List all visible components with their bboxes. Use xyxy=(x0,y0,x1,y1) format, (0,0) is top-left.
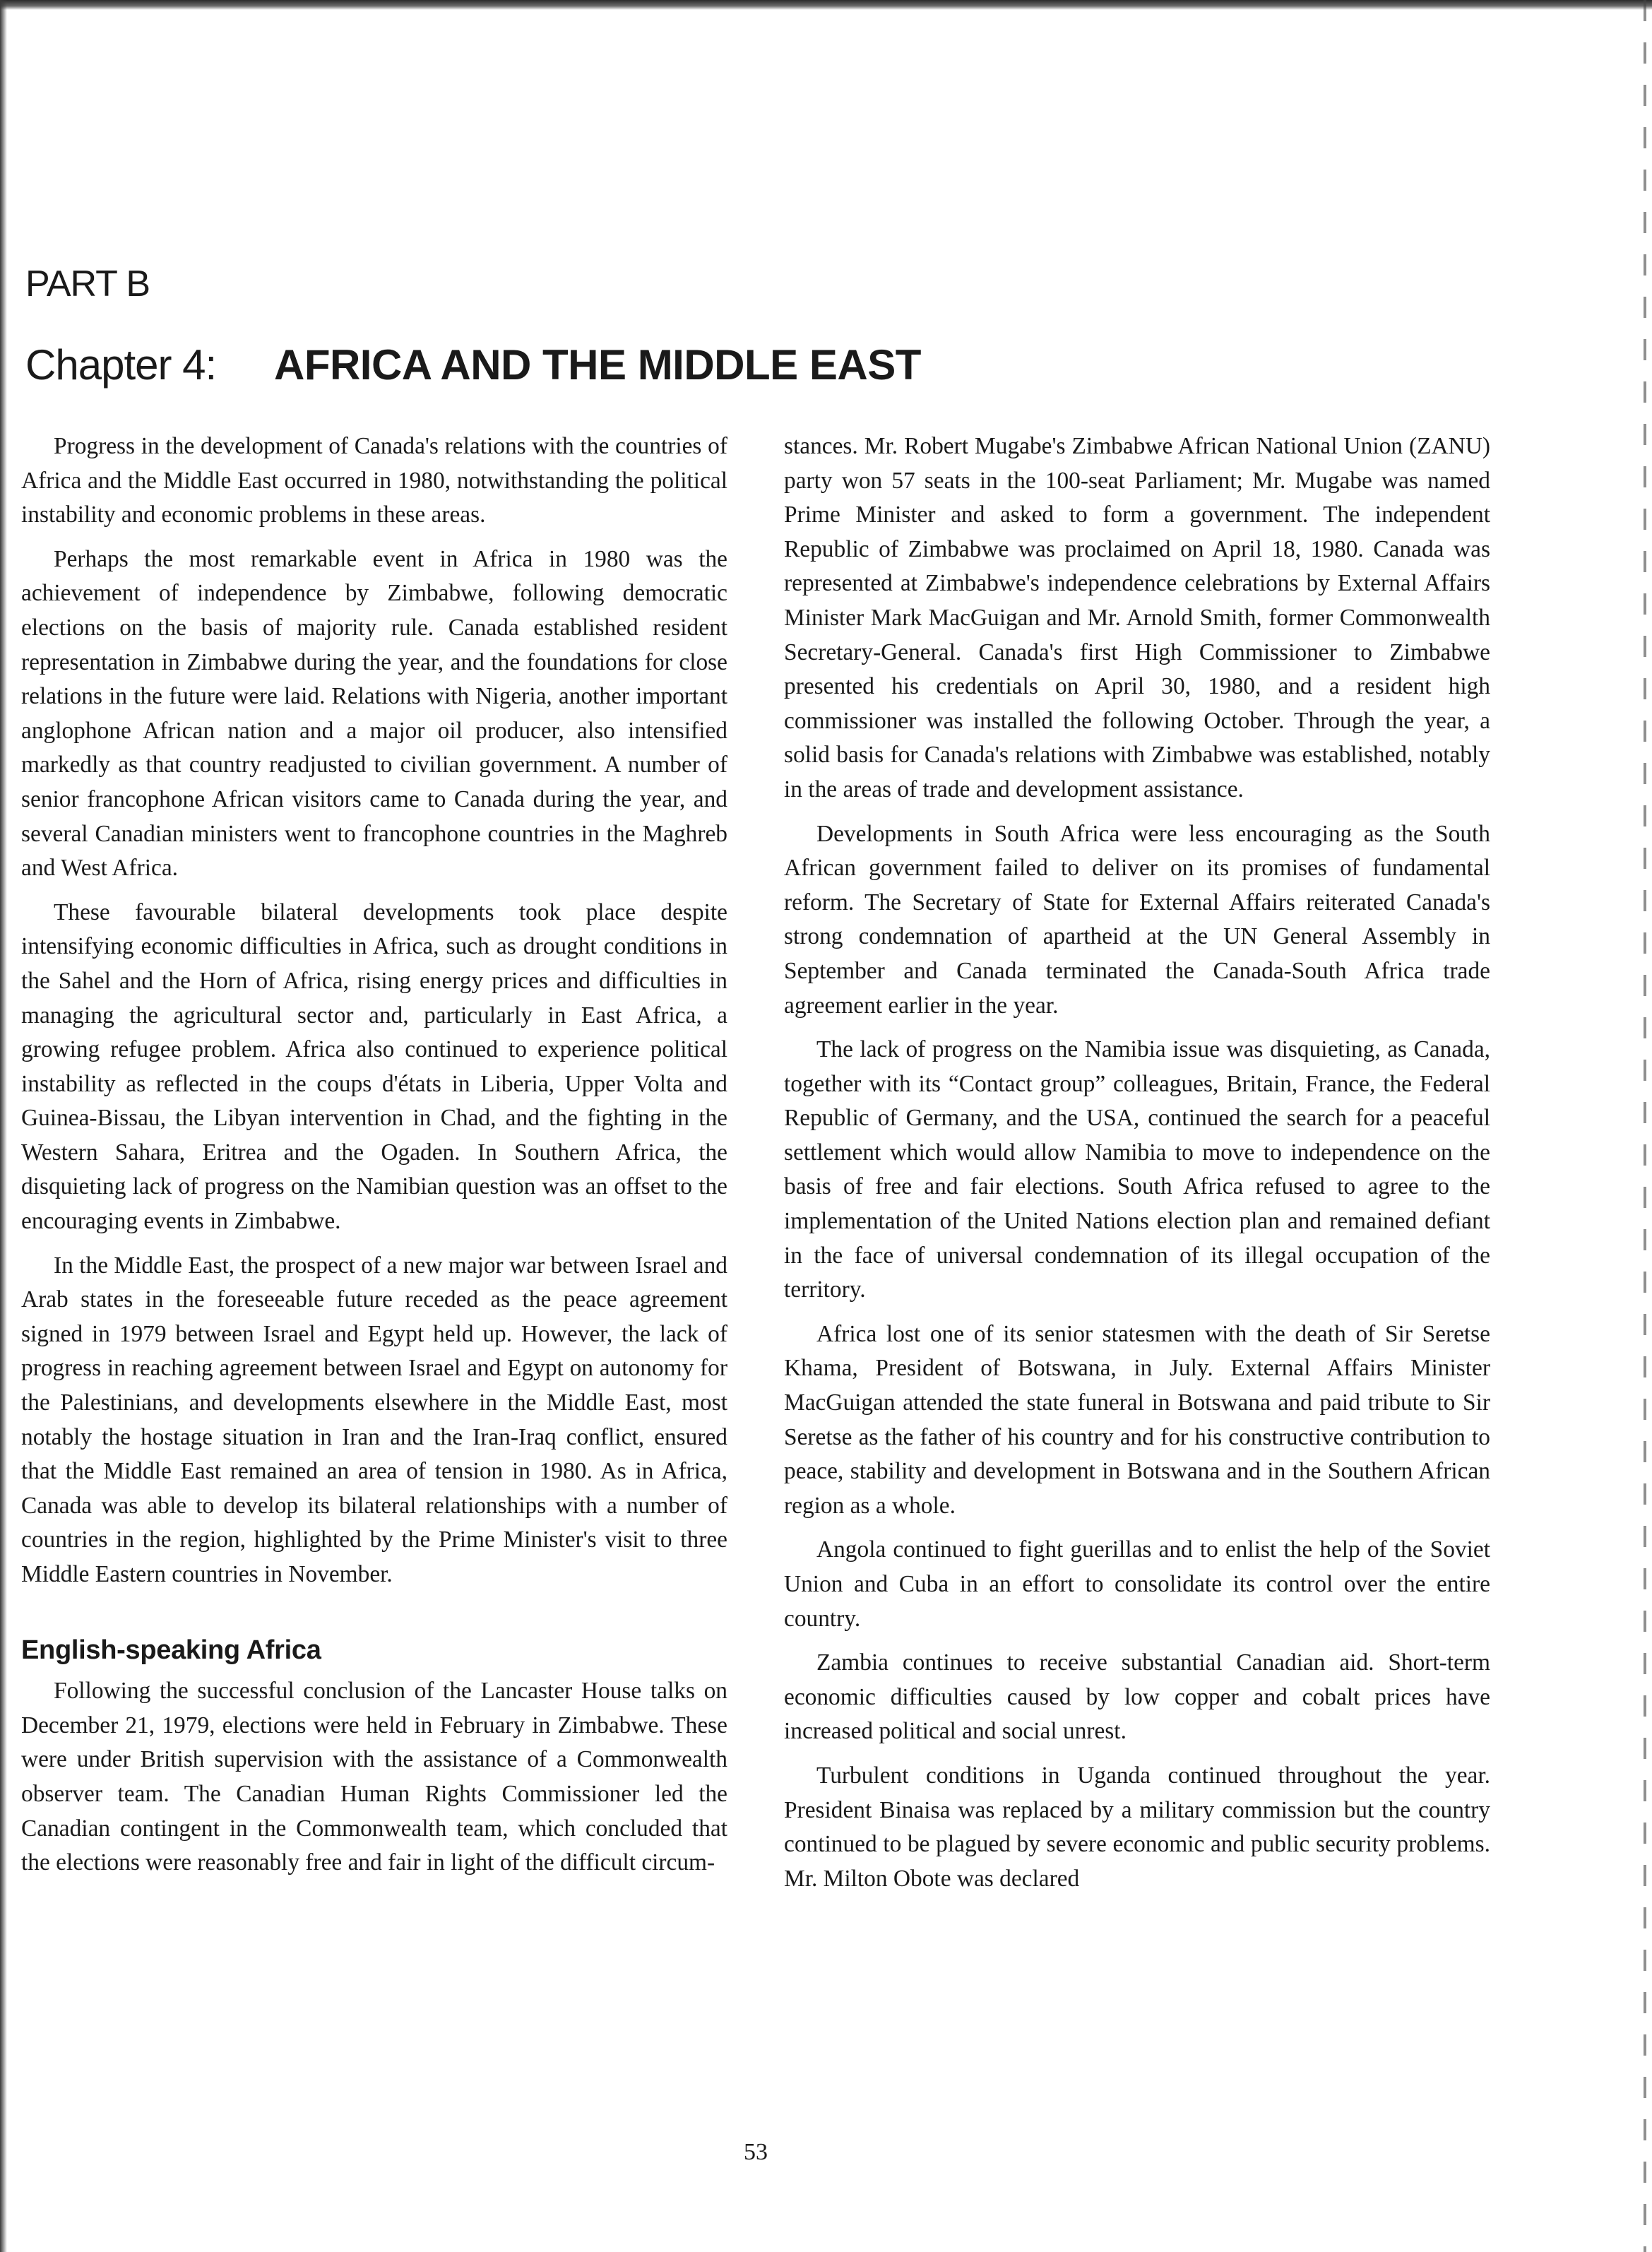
paragraph: Perhaps the most remarkable event in Africa in 1980 was the achievement of independence by Zimbabwe, following democratic elections on the basis of majority rule. Canada established resident representation in Zimbabwe during the year, and the foundations for close relations in the future were laid. Relations with Nigeria, another important anglophone African nation and a major oil producer, also intensified markedly as that country readjusted to civilian government. A number of senior francophone African visitors came to Canada during the year, and several Canadian ministers went to francophone countries in the Maghreb and West Africa. xyxy=(21,545,727,882)
right-column xyxy=(784,429,1490,1906)
paragraph: Following the successful conclusion of the Lancaster House talks on December 21, 1979, elections were held in February in Zimbabwe. These were under British supervision with the assistance of a Commonwealth observer team. The Canadian Human Rights Commissioner led the Canadian contingent in the Commonwealth team, which concluded that the elections were reasonably free and fair in light of the difficult circum- xyxy=(21,1678,727,1876)
chapter-heading xyxy=(25,340,1622,389)
chapter-number: Chapter 4: xyxy=(25,341,217,389)
scan-edge-left xyxy=(0,0,7,2252)
paragraph: The lack of progress on the Namibia issue was disquieting, as Canada, together with its “Contact group” colleagues, Britain, France, the Federal Republic of Germany, and the USA, continued the search for a peaceful settlement which would allow Namibia to move to independence on the basis of free and fair elections. South Africa refused to agree to the implementation of the United Nations election plan and remained defiant in the face of universal condemnation of its illegal occupation of the territory. xyxy=(784,1036,1490,1303)
paragraph: Angola continued to fight guerillas and to enlist the help of the Soviet Union and Cuba in an effort to consolidate its control over the entire country. xyxy=(784,1536,1490,1632)
left-column xyxy=(21,429,727,1890)
scan-edge-right xyxy=(1644,0,1646,2252)
continued-paragraph: stances. Mr. Robert Mugabe's Zimbabwe African National Union (ZANU) party won 57 seats in the 100-seat Parliament; Mr. Mugabe was named Prime Minister and asked to form a government. The independent Republic of Zimbabwe was proclaimed on April 18, 1980. Canada was represented at Zimbabwe's independence celebrations by External Affairs Minister Mark MacGuigan and Mr. Arnold Smith, former Commonwealth Secretary-General. Canada's first High Commissioner to Zimbabwe presented his credentials on April 30, 1980, and a resident high commissioner was installed the following October. Through the year, a solid basis for Canada's relations with Zimbabwe was established, notably in the areas of trade and development assistance. xyxy=(784,433,1490,802)
chapter-title: AFRICA AND THE MIDDLE EAST xyxy=(274,341,921,389)
section-heading: English-speaking Africa xyxy=(21,1635,321,1665)
paragraph: Zambia continues to receive substantial Canadian aid. Short-term economic difficulties caused by low copper and cobalt prices have increased political and social unrest. xyxy=(784,1649,1490,1745)
paragraph: These favourable bilateral developments took place despite intensifying economic difficulties in Africa, such as drought conditions in the Sahel and the Horn of Africa, rising energy prices and difficulties in managing the agricultural sector and, particularly in East Africa, a growing refugee problem. Africa also continued to experience political instability as reflected in the coups d'états in Liberia, Upper Volta and Guinea-Bissau, the Libyan intervention in Chad, and the fighting in the Western Sahara, Eritrea and the Ogaden. In Southern Africa, the disquieting lack of progress on the Namibian question was an offset to the encouraging events in Zimbabwe. xyxy=(21,899,727,1235)
paragraph: Turbulent conditions in Uganda continued throughout the year. President Binaisa was replaced by a military commission but the country continued to be plagued by severe economic and public security problems. Mr. Milton Obote was declared xyxy=(784,1762,1490,1892)
part-label: PART B xyxy=(25,263,150,304)
paragraph: Developments in South Africa were less encouraging as the South African government failed to deliver on its promises of fundamental reform. The Secretary of State for External Affairs reiterated Canada's strong condemnation of apartheid at the UN General Assembly in September and Canada terminated the Canada-South Africa trade agreement earlier in the year. xyxy=(784,820,1490,1019)
paragraph: Progress in the development of Canada's relations with the countries of Africa and the Middle East occurred in 1980, notwithstanding the political instability and economic problems in these areas. xyxy=(21,433,727,528)
page-number: 53 xyxy=(744,2139,768,2165)
paragraph: Africa lost one of its senior statesmen with the death of Sir Seretse Khama, President of Botswana, in July. External Affairs Minister MacGuigan attended the state funeral in Botswana and paid tribute to Sir Seretse as the father of his country and for his constructive contribution to peace, stability and development in Botswana and in the Southern African region as a whole. xyxy=(784,1320,1490,1519)
scan-edge-top xyxy=(0,0,1652,10)
paragraph: In the Middle East, the prospect of a new major war between Israel and Arab states in the foreseeable future receded as the peace agreement signed in 1979 between Israel and Egypt held up. However, the lack of progress in reaching agreement between Israel and Egypt on autonomy for the Palestinians, and developments elsewhere in the Middle East, most notably the hostage situation in Iran and the Iran-Iraq conflict, ensured that the Middle East remained an area of tension in 1980. As in Africa, Canada was able to develop its bilateral relationships with a number of countries in the region, highlighted by the Prime Minister's visit to three Middle Eastern countries in November. xyxy=(21,1252,727,1587)
